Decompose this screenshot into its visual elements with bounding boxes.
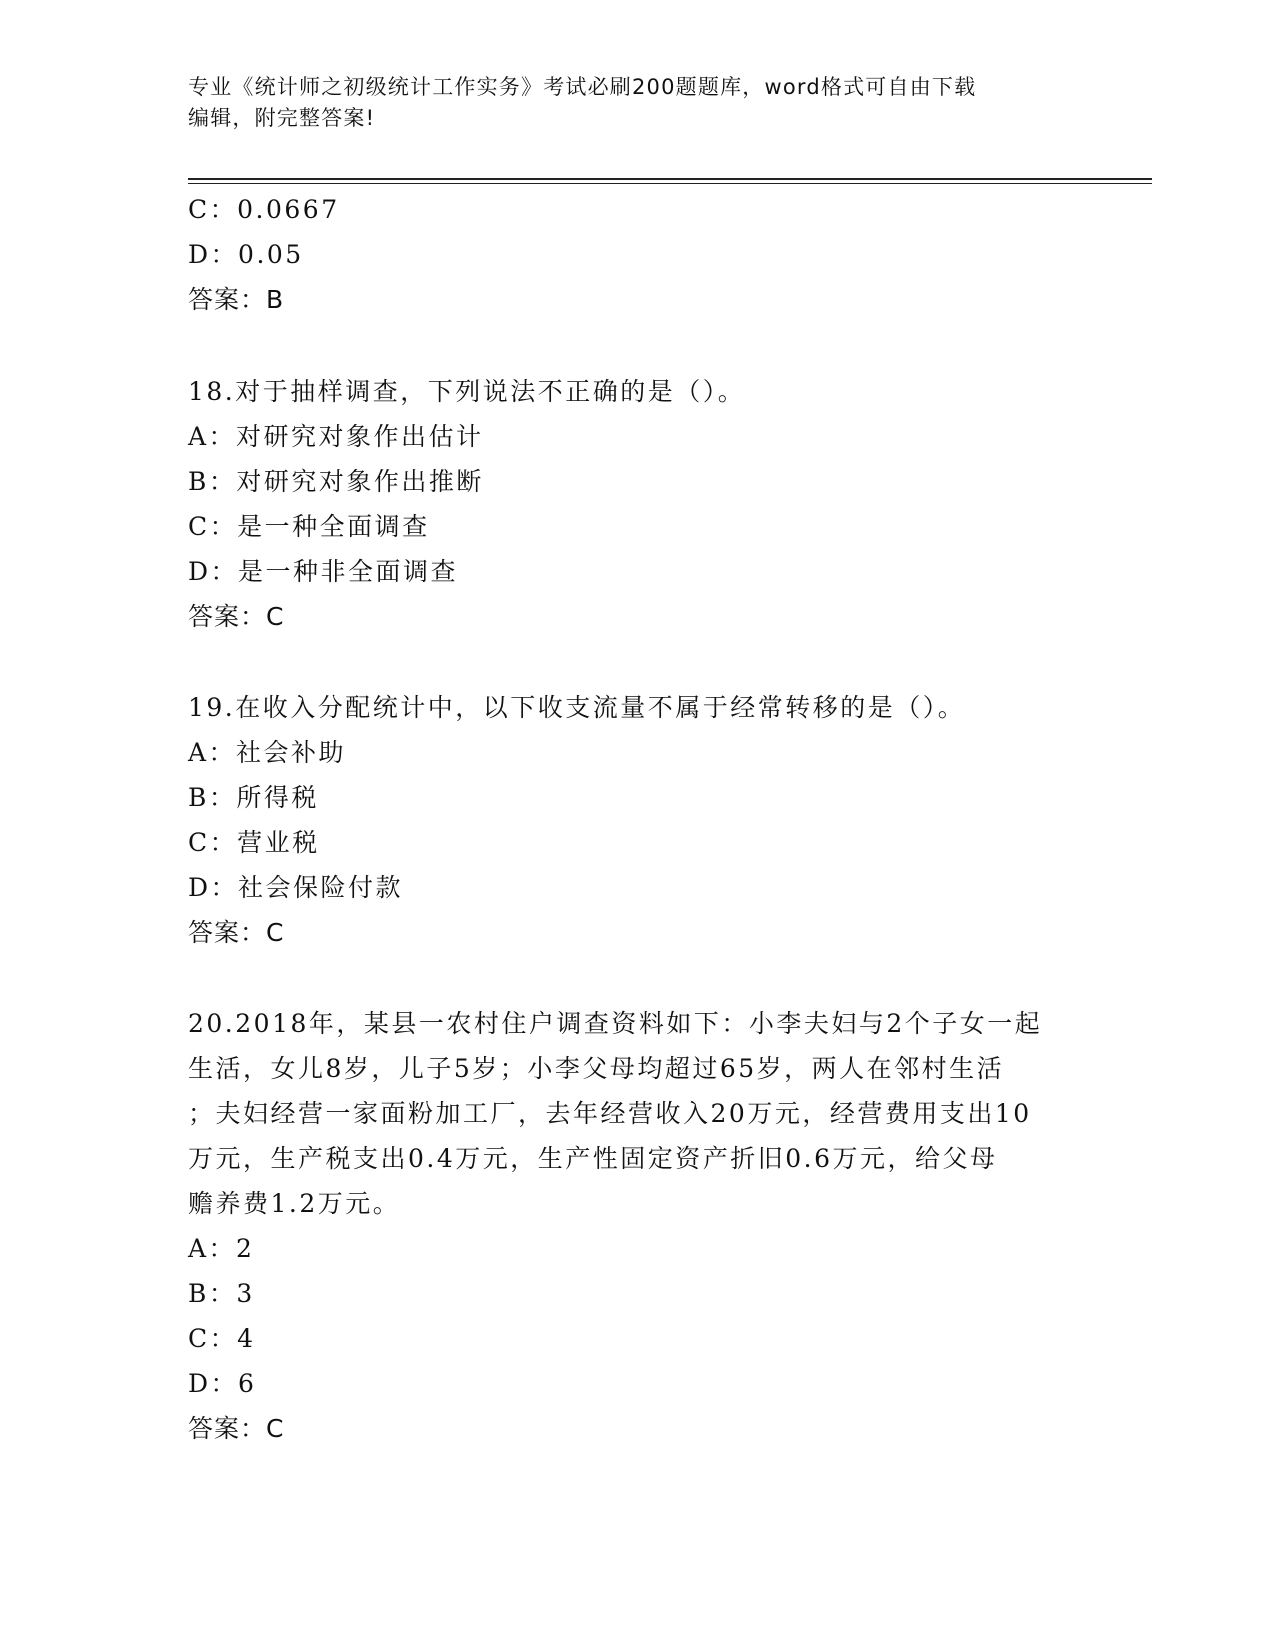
q17-option-c: C：0.0667	[188, 195, 340, 224]
q18-question: 18.对于抽样调查，下列说法不正确的是（）。	[188, 377, 746, 406]
q19-option-d: D：社会保险付款	[188, 873, 404, 902]
q18-option-b: B：对研究对象作出推断	[188, 467, 484, 496]
q20-option-c: C：4	[188, 1324, 256, 1353]
q19-question: 19.在收入分配统计中，以下收支流量不属于经常转移的是（）。	[188, 693, 966, 722]
q20-question-line-2: 生活，女儿8岁，儿子5岁；小李父母均超过65岁，两人在邻村生活	[188, 1054, 1005, 1083]
q19-answer: 答案：C	[188, 918, 285, 947]
header-line-2: 编辑，附完整答案!	[188, 106, 376, 130]
q20-option-b: B：3	[188, 1279, 255, 1308]
header-rule-thick	[188, 178, 1152, 180]
q18-option-d: D：是一种非全面调查	[188, 557, 459, 586]
q20-answer: 答案：C	[188, 1414, 285, 1443]
q17-option-d: D：0.05	[188, 240, 304, 269]
q18-option-c: C：是一种全面调查	[188, 512, 430, 541]
q17-answer: 答案：B	[188, 285, 285, 314]
q18-option-a: A：对研究对象作出估计	[188, 422, 484, 451]
header-line-1: 专业《统计师之初级统计工作实务》考试必刷200题题库，word格式可自由下载	[188, 75, 977, 99]
header-rule-thin	[188, 183, 1152, 184]
q20-question-line-1: 20.2018年，某县一农村住户调查资料如下：小李夫妇与2个子女一起	[188, 1009, 1043, 1038]
q19-option-c: C：营业税	[188, 828, 320, 857]
q20-question-line-3: ；夫妇经营一家面粉加工厂，去年经营收入20万元，经营费用支出10	[188, 1099, 1032, 1128]
q19-option-b: B：所得税	[188, 783, 319, 812]
q20-option-d: D：6	[188, 1369, 257, 1398]
q19-option-a: A：社会补助	[188, 738, 347, 767]
q18-answer: 答案：C	[188, 602, 285, 631]
document-header	[188, 72, 1088, 134]
q20-question-line-4: 万元，生产税支出0.4万元，生产性固定资产折旧0.6万元，给父母	[188, 1144, 998, 1173]
q20-question-line-5: 赡养费1.2万元。	[188, 1189, 401, 1218]
q20-option-a: A：2	[188, 1234, 255, 1263]
